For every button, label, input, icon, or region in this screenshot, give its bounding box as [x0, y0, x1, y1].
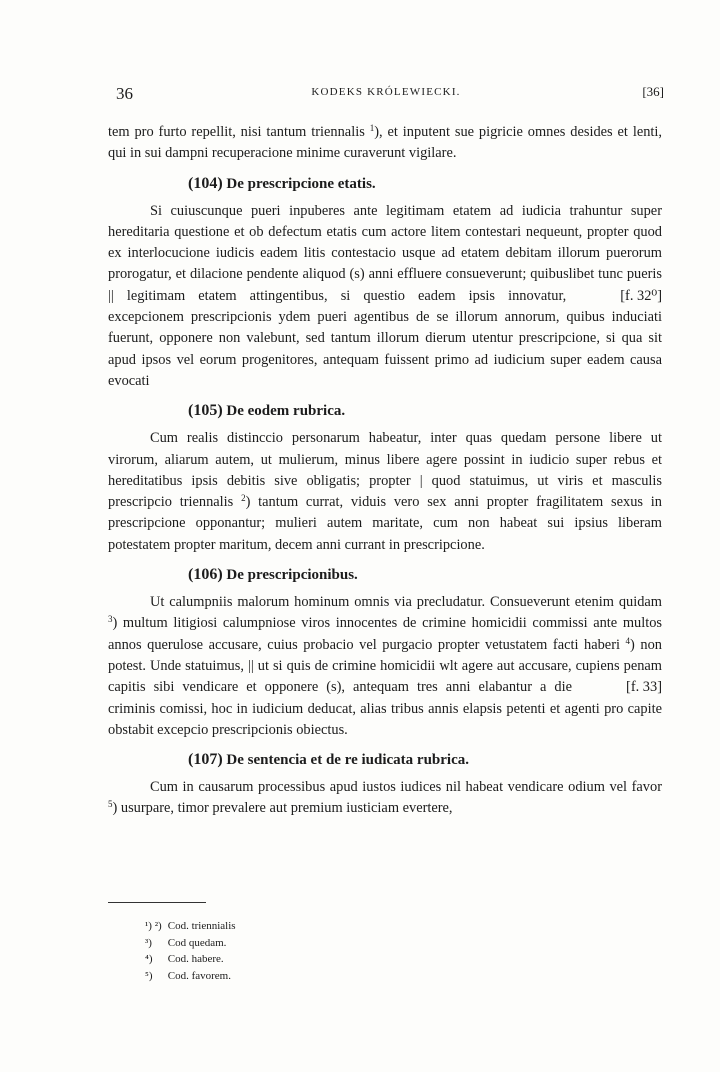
running-title: KODEKS KRÓLEWIECKI. [311, 86, 461, 98]
footnote [145, 968, 236, 985]
footnote [145, 951, 236, 968]
text-run: penam capitis sibi vendicare et opponere (s), antequam tres anni elabantur a die criminis comissi, hoc in iudicium deducat, alias tribus annis elapsis petenti et agenti pro capite obstabit excepcio prescripcionis obiectus. [108, 657, 662, 738]
text-run: Si cuiuscunque pueri inpuberes ante legitimam etatem ad iudicia trahuntur super hereditaria questione et ob defectum etatis cum actore litem contestari nequeunt, propter quod ex interlocucione iudicis eadem litis contestacio usque ad etatem debitam illorum puerorum prorogatur, et dilacione pendente aliquod (s) anni effluere consueverunt; quibuslibet tunc pueris || legitimam etatem attingentibus, si questio eadem ipsis innovatur, [108, 202, 662, 304]
footnote-mark: ⁴) [145, 953, 153, 966]
section-title-text: De prescripcionibus. [226, 567, 358, 584]
text-run: ) usurpare, timor prevalere aut premium iusticiam evertere, [112, 800, 453, 817]
section-heading-107 [108, 741, 662, 777]
footnote-text: Cod quedam. [167, 936, 227, 949]
footnote [145, 935, 236, 952]
continuation-paragraph [108, 122, 662, 165]
text-run: ), et inputent sue pigricie omnes [374, 124, 566, 140]
text-run: desides et lenti, qui in sui dampni recuperacione minime curaverunt vigilare. [108, 124, 662, 162]
section-title-text: De eodem rubrica. [226, 403, 346, 420]
text-run: ) multum litigiosi calumpniose viros innocentes de crimine homicidii commissi ante multos annos querulose accusare, cuius probacio vel purgacio propter vetustatem facti haberi [108, 615, 662, 653]
footnote-mark: ³) [145, 936, 152, 949]
text-run: Ut calumpniis malorum hominum omnis via precludatur. Consueverunt etenim quidam [150, 594, 662, 611]
footnote [145, 918, 236, 935]
paragraph-106 [108, 592, 662, 741]
page-header [108, 84, 664, 106]
footnotes [145, 918, 236, 984]
section-number: (104) [188, 174, 223, 192]
footnote-mark: ⁵) [145, 969, 153, 982]
paragraph-104 [108, 201, 662, 393]
section-number: (105) [188, 402, 223, 420]
section-number: (106) [188, 566, 223, 584]
footnote-text: Cod. triennialis [167, 920, 236, 932]
page-number: 36 [116, 84, 133, 103]
footnote-ref: 3 [108, 614, 113, 625]
text-run: ) non potest. Unde statuimus, || ut si quis de crimine homicidii wlt agere aut accusare, cupiens [108, 636, 662, 674]
section-heading-105 [108, 392, 662, 428]
footnote-ref: 1 [369, 123, 375, 133]
footnote-ref: 5 [108, 799, 113, 810]
section-heading-104 [108, 165, 662, 201]
footnote-ref: 2 [241, 493, 246, 504]
section-title-text: De sentencia et de re iudicata rubrica. [226, 752, 469, 769]
paragraph-105 [108, 428, 662, 556]
folio-marginal-note: [f. 33] [626, 679, 662, 696]
footnote-mark: ¹) ²) [145, 920, 162, 932]
text-run: tem pro furto repellit, nisi tantum triennalis [108, 124, 365, 140]
paragraph-107 [108, 777, 662, 820]
text-run: Cum in causarum processibus apud iustos iudices nil habeat vendicare odium vel favor [150, 779, 662, 796]
section-number: (107) [188, 751, 223, 769]
text-run: Cum realis distinccio personarum habeatur, inter quas quedam persone libere ut virorum, aliarum autem, ut mulierum, minus libere agere possint in iudicio super rebus et hereditatibus ipsis debitis sive obligatis; propter | quod statuimus, ut viris et masculis prescripcio triennalis [108, 430, 662, 511]
section-heading-106 [108, 556, 662, 592]
text-run: excepcionem prescripcionis ydem pueri agentibus de se illorum annorum, quibus induciati fuerunt, opponere non valebunt, sed tantum illorum dierum utentur prescripcione, si qua sit apud ipsos vel eorum progenitores, antequam fuissent primo ad iudicium super eadem causa evocati [108, 309, 662, 389]
section-title-text: De prescripcione etatis. [226, 175, 376, 192]
footnote-text: Cod. favorem. [167, 969, 231, 982]
text-run: ) tantum currat, viduis vero sex anni propter fragilitatem sexus in prescripcione opponantur; mulieri autem maritate, cum non habeat sui ipsius liberam potestatem propter maritum, decem anni currant in prescripcione. [108, 494, 662, 553]
footnote-ref: 4 [625, 635, 631, 646]
folio-number: [36] [642, 84, 664, 99]
footnote-text: Cod. habere. [167, 953, 224, 966]
main-text [108, 122, 662, 820]
footnote-divider [108, 902, 206, 903]
folio-marginal-note: [f. 32⁰] [620, 287, 662, 304]
